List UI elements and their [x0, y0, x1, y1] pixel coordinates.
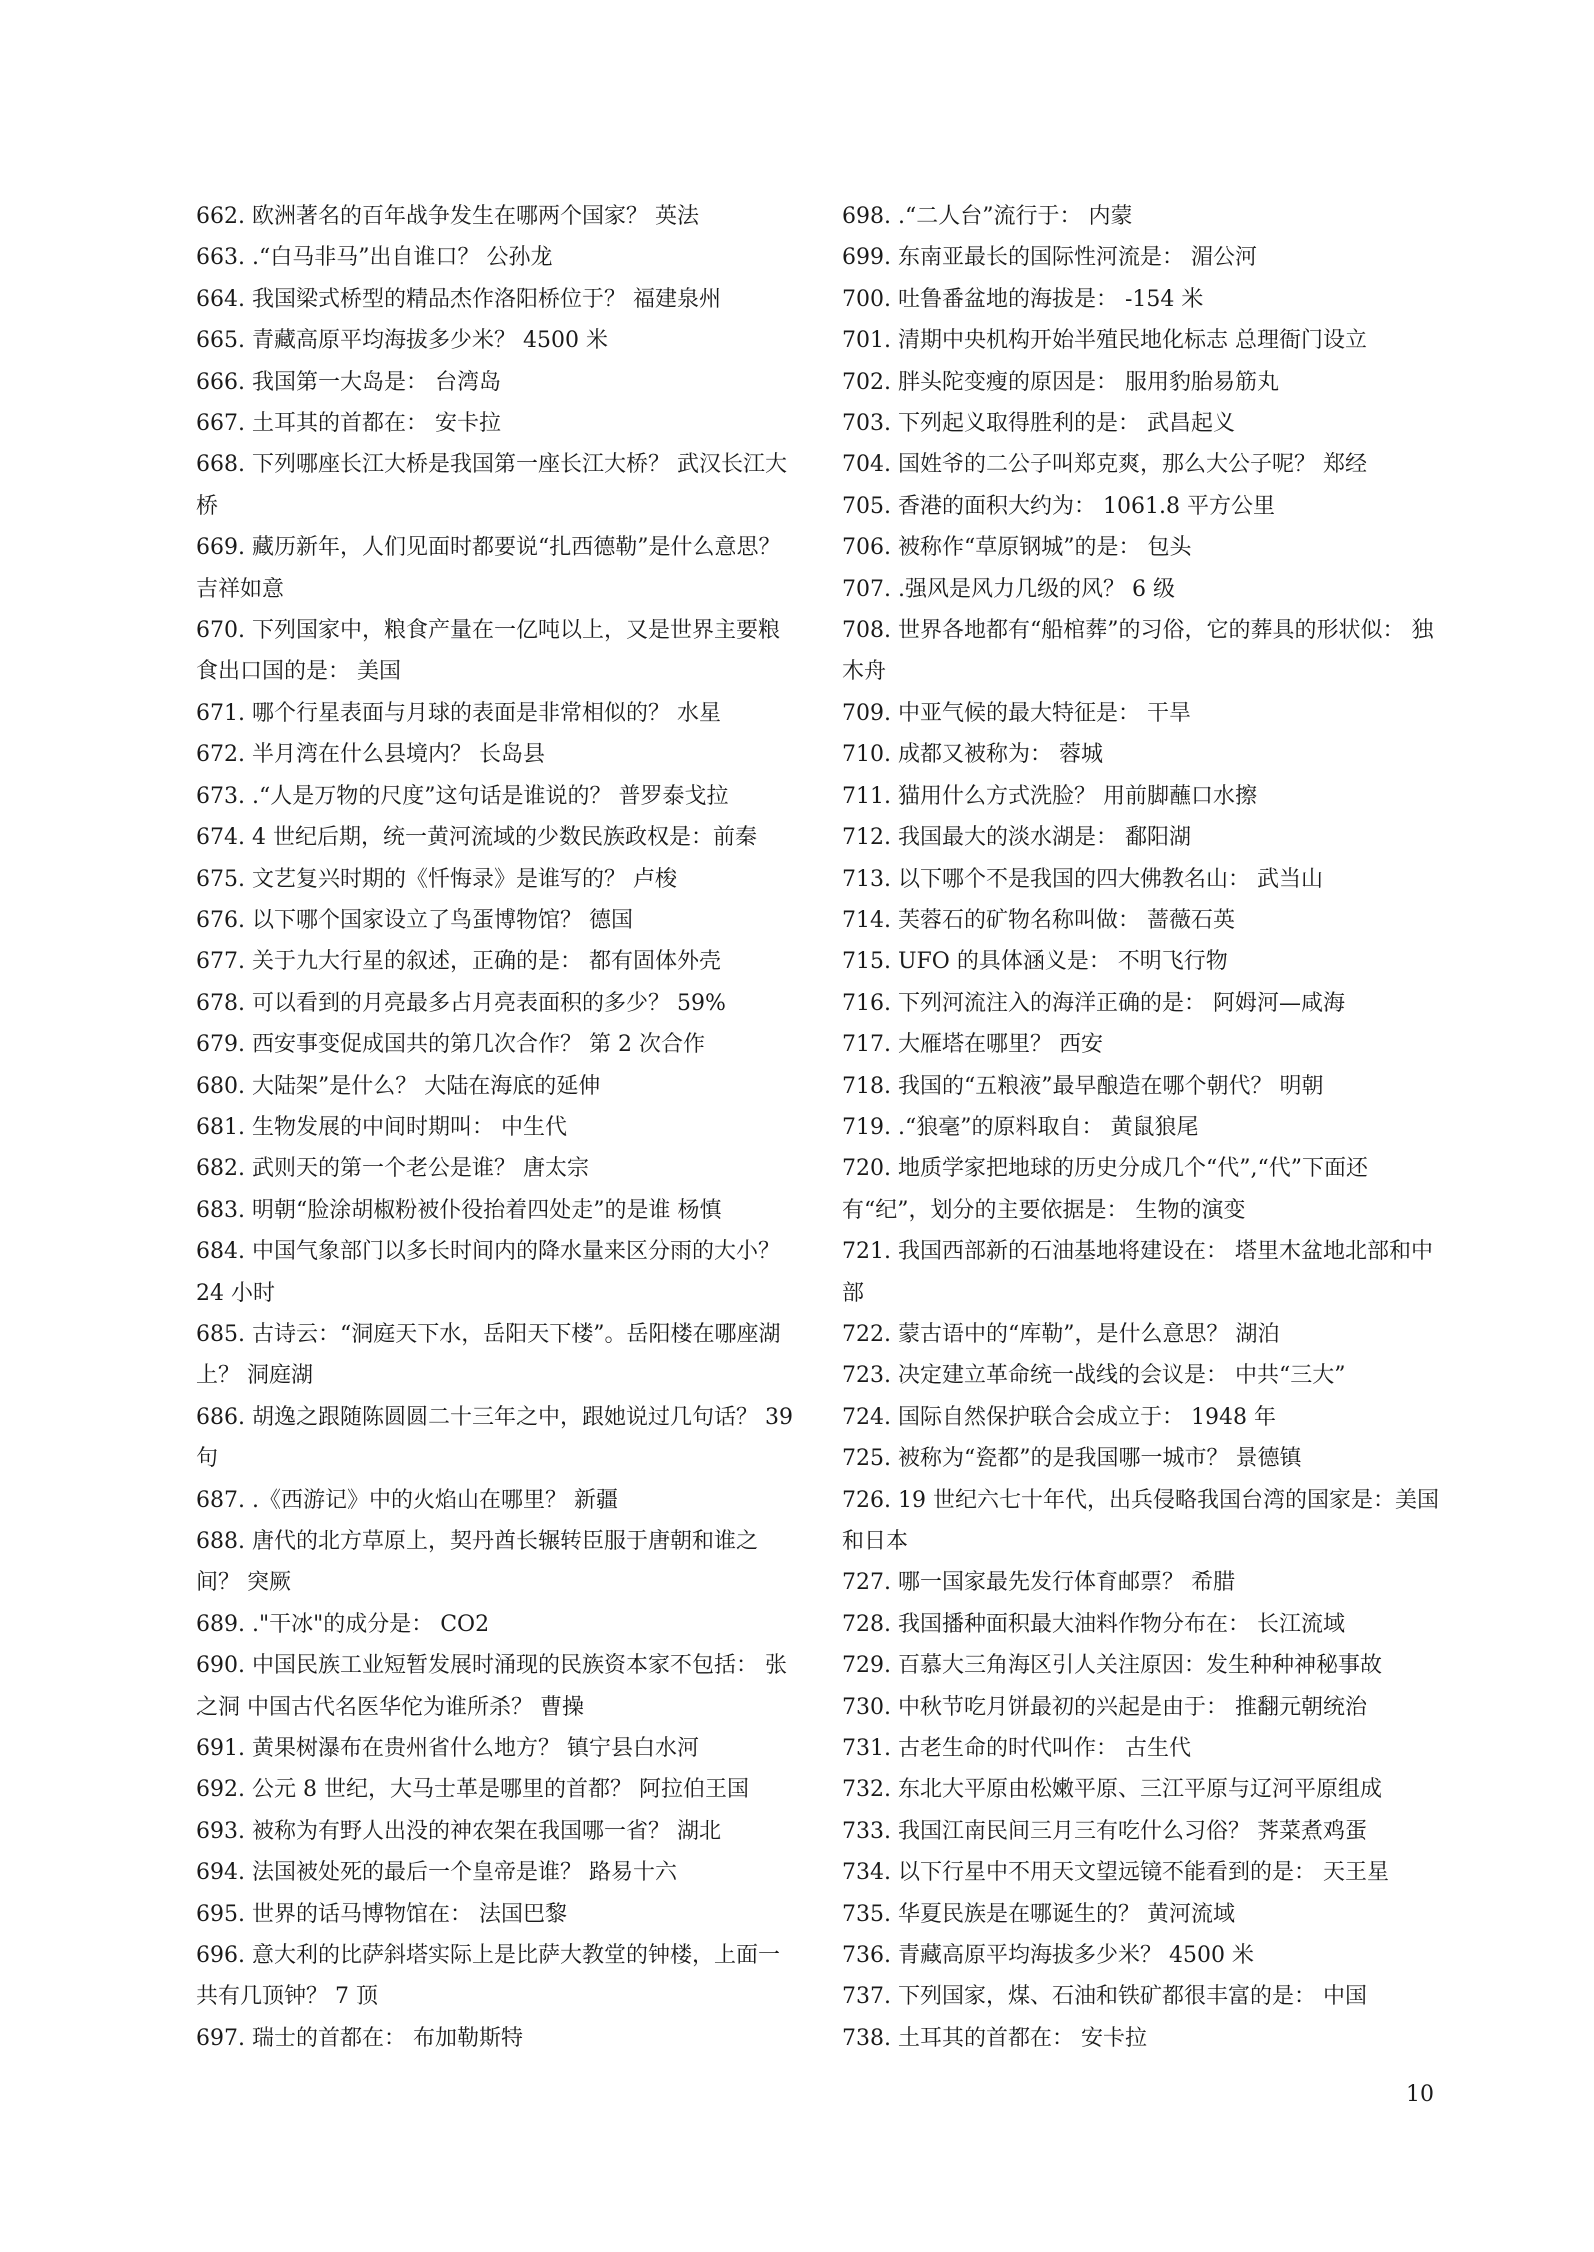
qa-entry: 675. 文艺复兴时期的《忏悔录》是谁写的？ 卢梭 — [196, 866, 677, 892]
qa-entry: 732. 东北大平原由松嫩平原、三江平原与辽河平原组成 — [842, 1777, 1382, 1803]
qa-entry: 698. .“二人台”流行于： 内蒙 — [842, 204, 1133, 229]
qa-entry: 664. 我国梁式桥型的精品杰作洛阳桥位于？ 福建泉州 — [196, 286, 721, 312]
qa-entry: 721. 我国西部新的石油基地将建设在： 塔里木盆地北部和中部 — [842, 1239, 1433, 1306]
qa-entry: 723. 决定建立革命统一战线的会议是： 中共“三大” — [842, 1363, 1346, 1389]
qa-entry: 716. 下列河流注入的海洋正确的是： 阿姆河—咸海 — [842, 990, 1345, 1016]
qa-entry: 705. 香港的面积大约为： 1061.8 平方公里 — [842, 493, 1275, 519]
qa-entry: 695. 世界的话马博物馆在： 法国巴黎 — [196, 1901, 567, 1927]
qa-entry: 688. 唐代的北方草原上，契丹酋长辗转臣服于唐朝和谁之间？ 突厥 — [196, 1529, 758, 1596]
qa-entry: 720. 地质学家把地球的历史分成几个“代”,“代”下面还有“纪”，划分的主要依据是： 生物的演变 — [842, 1156, 1368, 1223]
qa-entry: 729. 百慕大三角海区引人关注原因：发生种种神秘事故 — [842, 1653, 1382, 1679]
qa-entry: 727. 哪一国家最先发行体育邮票？ 希腊 — [842, 1570, 1235, 1596]
qa-entry: 734. 以下行星中不用天文望远镜不能看到的是： 天王星 — [842, 1860, 1389, 1886]
qa-entry: 737. 下列国家，煤、石油和铁矿都很丰富的是： 中国 — [842, 1984, 1367, 2010]
qa-entry: 683. 明朝“脸涂胡椒粉被仆役抬着四处走”的是谁 杨慎 — [196, 1197, 722, 1223]
qa-entry: 722. 蒙古语中的“库勒”，是什么意思？ 湖泊 — [842, 1321, 1280, 1347]
qa-entry: 731. 古老生命的时代叫作： 古生代 — [842, 1736, 1191, 1762]
qa-entry: 690. 中国民族工业短暂发展时涌现的民族资本家不包括： 张之洞 中国古代名医华佗为谁所杀？ 曹操 — [196, 1653, 787, 1720]
qa-entry: 662. 欧洲著名的百年战争发生在哪两个国家？ 英法 — [196, 204, 699, 229]
qa-entry: 736. 青藏高原平均海拔多少米？ 4500 米 — [842, 1943, 1254, 1969]
qa-entry: 719. .“狼毫”的原料取自： 黄鼠狼尾 — [842, 1114, 1199, 1140]
qa-entry: 684. 中国气象部门以多长时间内的降水量来区分雨的大小？ 24 小时 — [196, 1239, 780, 1306]
qa-entry: 673. .“人是万物的尺度”这句话是谁说的？ 普罗泰戈拉 — [196, 783, 729, 809]
qa-entry: 672. 半月湾在什么县境内？ 长岛县 — [196, 742, 545, 768]
qa-entry: 692. 公元 8 世纪，大马士革是哪里的首都？ 阿拉伯王国 — [196, 1777, 749, 1803]
qa-entry: 669. 藏历新年，人们见面时都要说“扎西德勒”是什么意思？ 吉祥如意 — [196, 535, 781, 602]
qa-entry: 711. 猫用什么方式洗脸？ 用前脚蘸口水擦 — [842, 783, 1257, 809]
qa-entry: 701. 清期中央机构开始半殖民地化标志 总理衙门设立 — [842, 328, 1367, 354]
qa-entry: 699. 东南亚最长的国际性河流是： 湄公河 — [842, 245, 1257, 271]
qa-entry: 687. .《西游记》中的火焰山在哪里？ 新疆 — [196, 1487, 618, 1513]
qa-entry: 686. 胡逸之跟随陈圆圆二十三年之中，跟她说过几句话？ 39 句 — [196, 1404, 793, 1472]
qa-entry: 685. 古诗云：“洞庭天下水，岳阳天下楼”。岳阳楼在哪座湖上？ 洞庭湖 — [196, 1321, 781, 1389]
qa-entry: 703. 下列起义取得胜利的是： 武昌起义 — [842, 411, 1235, 437]
qa-entry: 712. 我国最大的淡水湖是： 鄱阳湖 — [842, 825, 1191, 851]
qa-entry: 715. UFO 的具体涵义是： 不明飞行物 — [842, 949, 1228, 975]
qa-entry: 665. 青藏高原平均海拔多少米？ 4500 米 — [196, 328, 608, 354]
qa-entry: 694. 法国被处死的最后一个皇帝是谁？ 路易十六 — [196, 1860, 677, 1886]
qa-entry: 738. 土耳其的首都在： 安卡拉 — [842, 2025, 1147, 2051]
qa-entry: 666. 我国第一大岛是： 台湾岛 — [196, 369, 501, 395]
qa-entry: 724. 国际自然保护联合会成立于： 1948 年 — [842, 1404, 1276, 1430]
right-column — [842, 196, 1446, 2059]
qa-entry: 709. 中亚气候的最大特征是： 干旱 — [842, 700, 1191, 726]
qa-entry: 697. 瑞士的首都在： 布加勒斯特 — [196, 2025, 523, 2051]
qa-entry: 667. 土耳其的首都在： 安卡拉 — [196, 411, 501, 437]
qa-entry: 674. 4 世纪后期，统一黄河流域的少数民族政权是：前秦 — [196, 825, 757, 851]
qa-entry: 677. 关于九大行星的叙述，正确的是： 都有固体外壳 — [196, 949, 721, 975]
qa-entry: 682. 武则天的第一个老公是谁？ 唐太宗 — [196, 1156, 589, 1182]
qa-entry: 663. .“白马非马”出自谁口？ 公孙龙 — [196, 245, 553, 271]
qa-entry: 671. 哪个行星表面与月球的表面是非常相似的？ 水星 — [196, 700, 721, 726]
qa-entry: 708. 世界各地都有“船棺葬”的习俗，它的葬具的形状似： 独木舟 — [842, 618, 1434, 685]
qa-entry: 730. 中秋节吃月饼最初的兴起是由于： 推翻元朝统治 — [842, 1694, 1367, 1720]
left-column — [196, 196, 796, 2059]
qa-entry: 678. 可以看到的月亮最多占月亮表面积的多少？ 59% — [196, 990, 726, 1016]
qa-entry: 707. .强风是风力几级的风？ 6 级 — [842, 576, 1175, 602]
qa-entry: 700. 吐鲁番盆地的海拔是： -154 米 — [842, 286, 1204, 312]
qa-entry: 702. 胖头陀变瘦的原因是： 服用豹胎易筋丸 — [842, 369, 1279, 395]
qa-entry: 680. 大陆架”是什么？ 大陆在海底的延伸 — [196, 1073, 601, 1099]
qa-entry: 693. 被称为有野人出没的神农架在我国哪一省？ 湖北 — [196, 1818, 721, 1844]
qa-entry: 714. 芙蓉石的矿物名称叫做： 蔷薇石英 — [842, 907, 1235, 933]
qa-entry: 713. 以下哪个不是我国的四大佛教名山： 武当山 — [842, 866, 1323, 892]
qa-entry: 725. 被称为“瓷都”的是我国哪一城市？ 景德镇 — [842, 1446, 1302, 1472]
qa-entry: 733. 我国江南民间三月三有吃什么习俗？ 荠菜煮鸡蛋 — [842, 1818, 1367, 1844]
qa-entry: 676. 以下哪个国家设立了鸟蛋博物馆？ 德国 — [196, 907, 633, 933]
qa-entry: 670. 下列国家中，粮食产量在一亿吨以上，又是世界主要粮食出口国的是： 美国 — [196, 618, 780, 685]
qa-entry: 691. 黄果树瀑布在贵州省什么地方？ 镇宁县白水河 — [196, 1736, 699, 1762]
qa-entry: 689. ."干冰"的成分是： CO2 — [196, 1611, 490, 1637]
qa-entry: 668. 下列哪座长江大桥是我国第一座长江大桥？ 武汉长江大桥 — [196, 452, 787, 519]
qa-entry: 728. 我国播种面积最大油料作物分布在： 长江流域 — [842, 1611, 1345, 1637]
qa-entry: 696. 意大利的比萨斜塔实际上是比萨大教堂的钟楼，上面一共有几顶钟？ 7 顶 — [196, 1943, 780, 2010]
qa-entry: 717. 大雁塔在哪里？ 西安 — [842, 1032, 1103, 1058]
qa-entry: 704. 国姓爷的二公子叫郑克爽，那么大公子呢？ 郑经 — [842, 452, 1367, 478]
qa-entry: 710. 成都又被称为： 蓉城 — [842, 742, 1103, 768]
qa-entry: 735. 华夏民族是在哪诞生的？ 黄河流域 — [842, 1901, 1235, 1927]
qa-entry: 726. 19 世纪六七十年代，出兵侵略我国台湾的国家是：美国和日本 — [842, 1487, 1439, 1554]
qa-entry: 679. 西安事变促成国共的第几次合作？ 第 2 次合作 — [196, 1032, 705, 1058]
qa-entry: 681. 生物发展的中间时期叫： 中生代 — [196, 1114, 567, 1140]
qa-entry: 718. 我国的“五粮液”最早酿造在哪个朝代？ 明朝 — [842, 1073, 1324, 1099]
page-number: 10 — [1406, 2082, 1434, 2107]
qa-entry: 706. 被称作“草原钢城”的是： 包头 — [842, 535, 1192, 561]
